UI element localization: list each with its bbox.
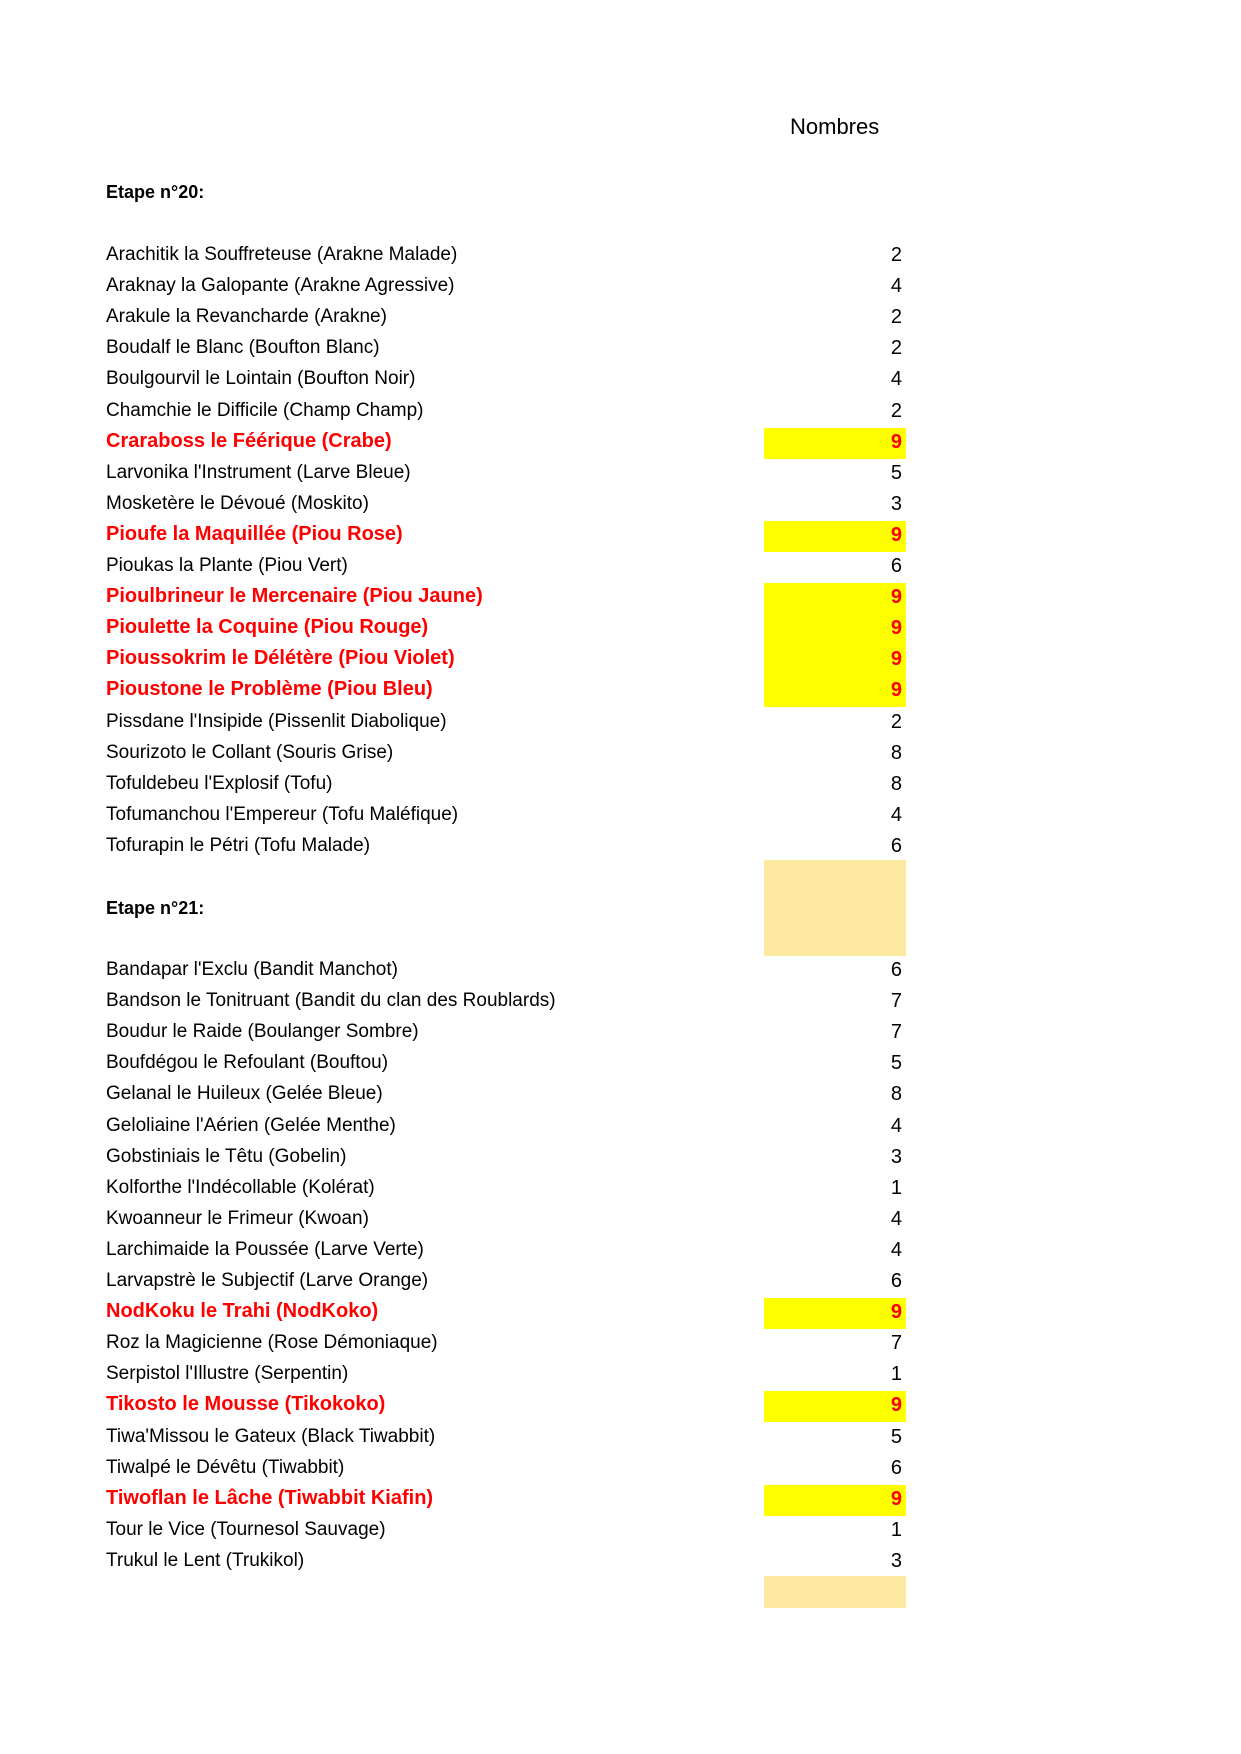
row-count: 6	[890, 555, 902, 577]
row-name: Trukul le Lent (Trukikol)	[106, 1549, 305, 1571]
row-name: Boudur le Raide (Boulanger Sombre)	[106, 1021, 419, 1043]
row-name: Bandson le Tonitruant (Bandit du clan des Roublards)	[106, 990, 556, 1012]
table-row	[106, 708, 906, 739]
row-name: Pioufe la Maquillée (Piou Rose)	[106, 522, 403, 545]
row-name: Craraboss le Féérique (Crabe)	[106, 429, 392, 452]
table-row	[106, 801, 906, 832]
count-cell	[764, 397, 906, 428]
row-count: 1	[890, 1176, 902, 1199]
row-name: Tiwa'Missou le Gateux (Black Tiwabbit)	[106, 1425, 436, 1447]
table-row	[106, 1174, 906, 1205]
row-name: Pioulbrineur le Mercenaire (Piou Jaune)	[106, 585, 483, 608]
row-name: Larvonika l'Instrument (Larve Bleue)	[106, 461, 411, 483]
count-cell	[764, 956, 906, 987]
column-header-nombres: Nombres	[790, 114, 880, 139]
row-count: 5	[890, 1425, 902, 1448]
table-row	[106, 397, 906, 428]
table-row	[106, 1329, 906, 1360]
row-count: 8	[890, 772, 902, 795]
table-row	[106, 1547, 906, 1578]
row-count: 9	[890, 430, 902, 453]
row-count: 4	[890, 1114, 902, 1137]
row-count: 4	[890, 1207, 902, 1230]
row-count: 7	[890, 1021, 902, 1044]
table-row	[106, 1112, 906, 1143]
highlighted-count-cell	[764, 428, 906, 459]
table-row	[106, 614, 906, 645]
count-cell	[764, 1080, 906, 1111]
table-row	[106, 832, 906, 863]
count-cell	[764, 1454, 906, 1485]
count-cell	[764, 1236, 906, 1267]
row-count: 6	[890, 959, 902, 981]
row-name: Tofuldebeu l'Explosif (Tofu)	[106, 772, 333, 794]
table-row	[106, 1423, 906, 1454]
row-name: Gobstiniais le Têtu (Gobelin)	[106, 1145, 347, 1167]
count-cell	[764, 459, 906, 490]
row-name: Larvapstrè le Subjectif (Larve Orange)	[106, 1270, 429, 1291]
table-row	[106, 739, 906, 770]
highlighted-count-cell	[764, 676, 906, 707]
row-count: 4	[890, 1238, 902, 1261]
row-count: 6	[890, 1456, 902, 1479]
count-cell	[764, 1329, 906, 1360]
table-row	[106, 1143, 906, 1174]
count-cell	[764, 490, 906, 521]
count-cell	[764, 708, 906, 739]
row-count: 4	[890, 275, 902, 298]
highlighted-count-cell	[764, 1298, 906, 1329]
highlighted-count-cell	[764, 583, 906, 614]
row-count: 7	[890, 1332, 902, 1355]
count-cell	[764, 739, 906, 770]
row-name: Kolforthe l'Indécollable (Kolérat)	[106, 1176, 375, 1198]
row-name: Arachitik la Souffreteuse (Arakne Malade)	[106, 244, 458, 265]
count-cell	[764, 1205, 906, 1236]
table-row	[106, 987, 906, 1018]
count-cell	[764, 272, 906, 303]
count-cell	[764, 1018, 906, 1049]
section-title: Etape n°21:	[106, 898, 205, 918]
row-count: 9	[890, 523, 902, 546]
table-row	[106, 1454, 906, 1485]
highlighted-count-cell	[764, 521, 906, 552]
row-count: 9	[890, 586, 902, 609]
count-cell	[764, 334, 906, 365]
row-count: 9	[890, 1301, 902, 1324]
count-cell	[764, 987, 906, 1018]
table-row	[106, 956, 906, 987]
row-count: 9	[890, 679, 902, 702]
section-separator-fill	[764, 860, 906, 956]
table-row	[106, 676, 906, 707]
row-count: 9	[890, 648, 902, 671]
section-title: Etape n°20:	[106, 182, 205, 202]
table-row	[106, 459, 906, 490]
highlighted-count-cell	[764, 1391, 906, 1422]
table-row	[106, 272, 906, 303]
table-row	[106, 645, 906, 676]
row-name: Mosketère le Dévoué (Moskito)	[106, 492, 369, 514]
row-name: Pioukas la Plante (Piou Vert)	[106, 555, 348, 576]
row-name: Roz la Magicienne (Rose Démoniaque)	[106, 1332, 438, 1354]
count-cell	[764, 1547, 906, 1578]
count-cell	[764, 1112, 906, 1143]
count-cell	[764, 1143, 906, 1174]
row-name: Boulgourvil le Lointain (Boufton Noir)	[106, 368, 416, 390]
table-row	[106, 1080, 906, 1111]
row-name: Serpistol l'Illustre (Serpentin)	[106, 1363, 349, 1385]
row-count: 9	[890, 617, 902, 640]
row-count: 5	[890, 1052, 902, 1075]
row-name: Pissdane l'Insipide (Pissenlit Diabolique)	[106, 710, 447, 732]
row-count: 8	[890, 1083, 902, 1106]
table-row	[106, 428, 906, 459]
row-count: 4	[890, 368, 902, 391]
row-count: 9	[890, 1487, 902, 1510]
row-count: 3	[890, 1145, 902, 1168]
row-name: Chamchie le Difficile (Champ Champ)	[106, 399, 424, 421]
count-cell	[764, 1423, 906, 1454]
table-row	[106, 365, 906, 396]
table-row	[106, 1267, 906, 1298]
count-cell	[764, 303, 906, 334]
row-name: Bandapar l'Exclu (Bandit Manchot)	[106, 959, 398, 980]
row-name: Kwoanneur le Frimeur (Kwoan)	[106, 1207, 369, 1229]
row-count: 8	[890, 741, 902, 764]
row-count: 2	[890, 337, 902, 360]
table-row	[106, 521, 906, 552]
row-name: Araknay la Galopante (Arakne Agressive)	[106, 275, 455, 297]
row-name: Tiwoflan le Lâche (Tiwabbit Kiafin)	[106, 1486, 434, 1509]
row-count: 1	[890, 1518, 902, 1541]
highlighted-count-cell	[764, 645, 906, 676]
table-row	[106, 1205, 906, 1236]
count-cell	[764, 1360, 906, 1391]
table-row	[106, 1049, 906, 1080]
row-name: Tofumanchou l'Empereur (Tofu Maléfique)	[106, 803, 459, 825]
row-count: 6	[890, 1270, 902, 1292]
table-row	[106, 1485, 906, 1516]
row-count: 5	[890, 461, 902, 484]
table-row	[106, 583, 906, 614]
highlighted-count-cell	[764, 614, 906, 645]
row-count: 9	[890, 1394, 902, 1417]
table-row	[106, 770, 906, 801]
count-cell	[764, 365, 906, 396]
row-name: Tikosto le Mousse (Tikokoko)	[106, 1393, 386, 1416]
row-name: Geloliaine l'Aérien (Gelée Menthe)	[106, 1114, 396, 1136]
table-row	[106, 241, 906, 272]
highlighted-count-cell	[764, 1485, 906, 1516]
count-cell	[764, 770, 906, 801]
table-row	[106, 1516, 906, 1547]
row-count: 3	[890, 492, 902, 515]
table-row	[106, 1018, 906, 1049]
row-name: Pioulette la Coquine (Piou Rouge)	[106, 616, 429, 639]
row-count: 2	[890, 399, 902, 422]
count-cell	[764, 552, 906, 583]
row-count: 2	[890, 306, 902, 329]
row-name: Pioussokrim le Délétère (Piou Violet)	[106, 647, 455, 670]
row-name: Tofurapin le Pétri (Tofu Malade)	[106, 834, 371, 856]
table-row	[106, 1391, 906, 1422]
row-count: 2	[890, 710, 902, 733]
row-count: 7	[890, 990, 902, 1013]
row-count: 3	[890, 1549, 902, 1572]
row-name: Boudalf le Blanc (Boufton Blanc)	[106, 337, 380, 359]
count-cell	[764, 801, 906, 832]
row-name: Arakule la Revancharde (Arakne)	[106, 306, 387, 328]
count-cell	[764, 1516, 906, 1547]
row-count: 1	[890, 1363, 902, 1386]
row-name: Gelanal le Huileux (Gelée Bleue)	[106, 1083, 383, 1105]
count-cell	[764, 1267, 906, 1298]
row-count: 4	[890, 803, 902, 826]
row-count: 2	[890, 244, 902, 266]
count-cell	[764, 832, 906, 863]
table-row	[106, 1360, 906, 1391]
table-row	[106, 552, 906, 583]
count-cell	[764, 1174, 906, 1205]
row-name: NodKoku le Trahi (NodKoko)	[106, 1300, 379, 1323]
table-row	[106, 1298, 906, 1329]
row-name: Pioustone le Problème (Piou Bleu)	[106, 678, 433, 701]
row-name: Larchimaide la Poussée (Larve Verte)	[106, 1238, 424, 1260]
row-name: Tour le Vice (Tournesol Sauvage)	[106, 1518, 386, 1540]
section-end-fill	[764, 1576, 906, 1608]
row-count: 6	[890, 834, 902, 857]
table-row	[106, 490, 906, 521]
table-row	[106, 303, 906, 334]
table-row	[106, 334, 906, 365]
row-name: Tiwalpé le Dévêtu (Tiwabbit)	[106, 1456, 345, 1478]
row-name: Sourizoto le Collant (Souris Grise)	[106, 741, 394, 763]
count-cell	[764, 1049, 906, 1080]
row-name: Boufdégou le Refoulant (Bouftou)	[106, 1052, 389, 1074]
table-row	[106, 1236, 906, 1267]
count-cell	[764, 241, 906, 272]
